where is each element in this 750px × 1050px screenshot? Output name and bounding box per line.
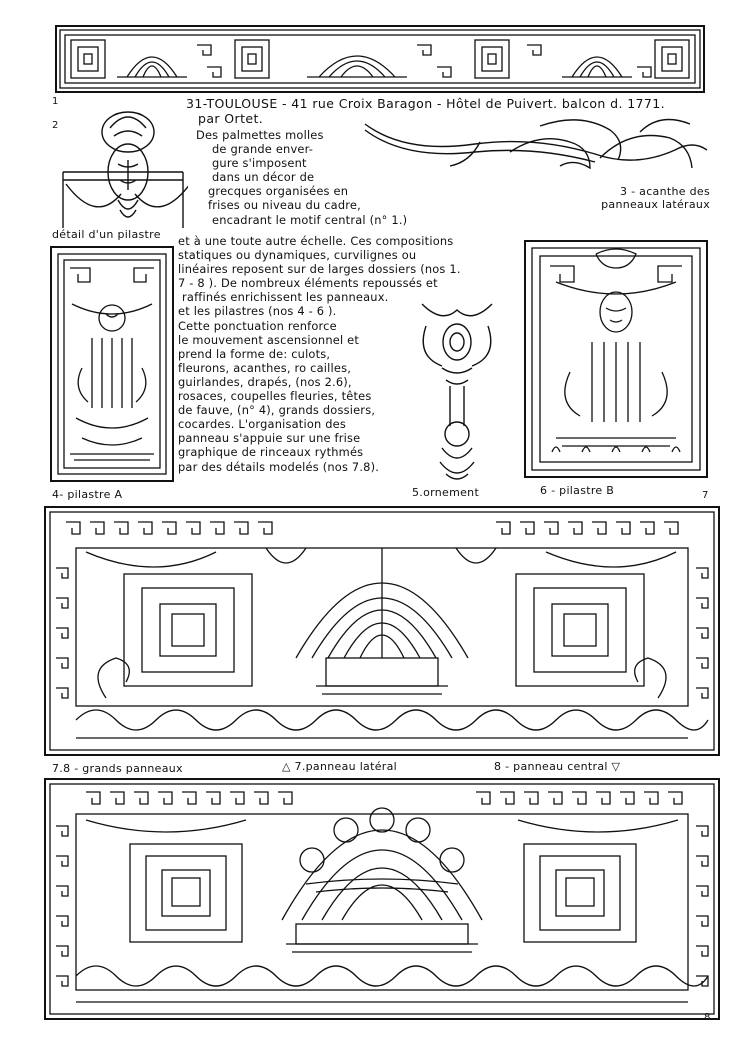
figure-number-1: 1 xyxy=(52,96,59,107)
caption-panneau-central: 8 - panneau central ▽ xyxy=(494,760,621,773)
heading-line-2: par Ortet. xyxy=(198,111,264,126)
caption-grands-panneaux: 7.8 - grands panneaux xyxy=(52,762,183,775)
main-line: rosaces, coupelles fleuries, têtes xyxy=(178,389,372,404)
caption-pilastre-a: 4- pilastre A xyxy=(52,488,123,501)
intro-line: encadrant le motif central (n° 1.) xyxy=(212,212,408,227)
caption-ornement: 5.ornement xyxy=(412,486,480,499)
panneau-lateral-drawing xyxy=(46,508,718,754)
pilastre-b-panel xyxy=(524,240,708,478)
intro-line: frises ou niveau du cadre, xyxy=(208,198,361,213)
pilastre-a-drawing xyxy=(52,248,172,480)
ornament-drawing xyxy=(412,296,502,484)
intro-line: de grande enver- xyxy=(212,142,314,157)
main-line: cocardes. L'organisation des xyxy=(178,417,347,432)
main-line: le mouvement ascensionnel et xyxy=(178,332,360,347)
pilastre-a-panel xyxy=(50,246,174,482)
main-line: par des détails modelés (nos 7.8). xyxy=(178,459,380,474)
frieze-panel xyxy=(55,25,705,93)
lion-head-drawing xyxy=(58,100,188,228)
caption-acanthe-line-1: 3 - acanthe des xyxy=(620,185,710,198)
heading-line-1: 31-TOULOUSE - 41 rue Croix Baragon - Hôtel de Puivert. balcon d. 1771. xyxy=(186,96,665,111)
main-line: linéaires reposent sur de larges dossiers (nos 1. xyxy=(178,262,461,277)
acanthus-leaf-drawing xyxy=(360,112,712,192)
caption-pilastre-b: 6 - pilastre B xyxy=(540,484,615,497)
main-line: fleurons, acanthes, ro cailles, xyxy=(178,360,352,375)
caption-acanthe xyxy=(600,185,710,211)
panneau-lateral-panel xyxy=(44,506,720,756)
caption-panneau-lateral: △ 7.panneau latéral xyxy=(282,760,397,773)
main-line: raffinés enrichissent les panneaux. xyxy=(182,290,389,305)
main-line: statiques ou dynamiques, curvilignes ou xyxy=(178,248,417,263)
main-line: graphique de rinceaux rythmés xyxy=(178,445,364,460)
main-line: et à une toute autre échelle. Ces compositions xyxy=(178,234,454,248)
intro-line: Des palmettes molles xyxy=(196,128,324,142)
main-line: 7 - 8 ). De nombreux éléments repoussés et xyxy=(178,276,438,291)
main-line: guirlandes, drapés, (nos 2.6), xyxy=(178,374,352,389)
intro-line: gure s'imposent xyxy=(212,156,307,171)
figure-number-7: 7 xyxy=(702,490,709,501)
intro-line: grecques organisées en xyxy=(208,184,349,199)
pilastre-b-drawing xyxy=(526,242,706,476)
main-line: de fauve, (n° 4), grands dossiers, xyxy=(178,403,376,418)
main-line: et les pilastres (nos 4 - 6 ). xyxy=(178,304,337,319)
caption-acanthe-line-2: panneaux latéraux xyxy=(601,198,710,211)
main-line: Cette ponctuation renforce xyxy=(178,318,337,333)
figure-number-2: 2 xyxy=(52,120,59,131)
main-line: panneau s'appuie sur une frise xyxy=(178,431,361,446)
figure-number-8: 8 xyxy=(704,1012,711,1023)
main-line: prend la forme de: culots, xyxy=(178,346,331,361)
panneau-central-panel xyxy=(44,778,720,1020)
frieze-drawing xyxy=(57,27,703,91)
caption-detail-pilastre: détail d'un pilastre xyxy=(52,228,161,241)
intro-line: dans un décor de xyxy=(212,170,315,185)
panneau-central-drawing xyxy=(46,780,718,1018)
